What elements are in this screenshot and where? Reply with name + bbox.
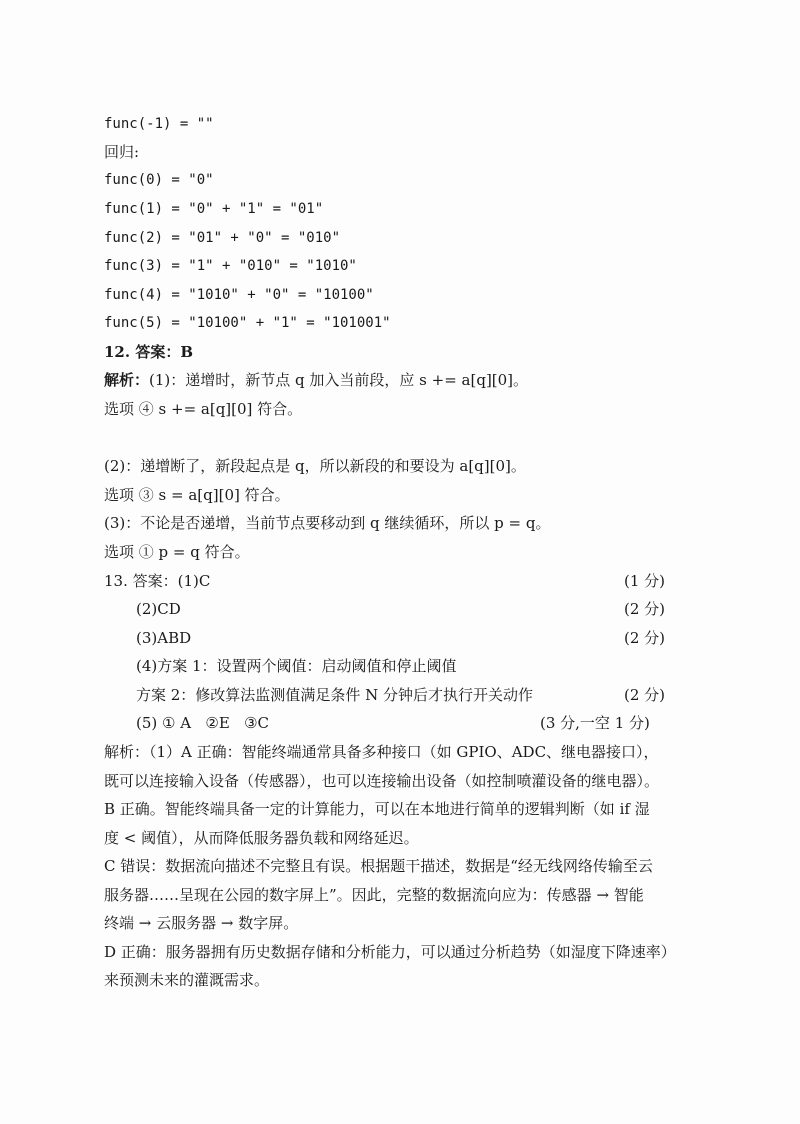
q12-option-3: 选项 ① p = q 符合。 [104,543,250,561]
q12-analysis-2: (2)：递增断了，新段起点是 q，所以新段的和要设为 a[q][0]。 [104,457,526,475]
q13-answer-3: (3)ABD [136,629,192,647]
q13-answer-4a: (4)方案 1：设置两个阈值：启动阈值和停止阈值 [136,657,457,675]
code-line: func(0) = "0" [104,172,214,188]
code-line: func(-1) = "" [104,116,214,132]
code-line: 回归: [104,143,140,161]
q13-analysis-line: 解析：（1）A 正确：智能终端通常具备多种接口（如 GPIO、ADC、继电器接口）， [104,743,659,761]
q12-analysis-1 [104,370,528,390]
code-line: func(4) = "1010" + "0" = "10100" [104,287,374,303]
q13-score-2: (2 分) [624,600,666,618]
q13-answer-2: (2)CD [136,600,181,618]
analysis-text: (1)：递增时，新节点 q 加入当前段，应 s += a[q][0]。 [149,371,529,389]
q13-analysis-line: 服务器……呈现在公园的数字屏上”。因此，完整的数据流向应为：传感器 → 智能 [104,886,644,904]
q13-analysis-line: 来预测未来的灌溉需求。 [104,971,270,989]
q13-analysis-line: B 正确。智能终端具备一定的计算能力，可以在本地进行简单的逻辑判断（如 if 湿 [104,800,650,818]
q13-answer-1: 13. 答案：(1)C [104,572,211,590]
q13-analysis-line: 终端 → 云服务器 → 数字屏。 [104,914,299,932]
code-line: func(5) = "10100" + "1" = "101001" [104,315,391,331]
code-line: func(1) = "0" + "1" = "01" [104,201,324,217]
q13-answer-5: (5) ① A ②E ③C [136,714,269,732]
q12-analysis-3: (3)：不论是否递增，当前节点要移动到 q 继续循环，所以 p = q。 [104,514,551,532]
q13-analysis-line: 既可以连接输入设备（传感器），也可以连接输出设备（如控制喷灌设备的继电器）。 [104,772,660,790]
q13-analysis-line: D 正确：服务器拥有历史数据存储和分析能力，可以通过分析趋势（如湿度下降速率） [104,943,676,961]
analysis-label: 解析： [104,371,150,389]
q12-answer: 12. 答案：B [104,343,193,361]
code-line: func(3) = "1" + "010" = "1010" [104,258,357,274]
q13-score-4: (2 分) [624,686,666,704]
q12-option-2: 选项 ③ s = a[q][0] 符合。 [104,486,290,504]
q13-score-1: (1 分) [624,572,666,590]
q13-score-5: (3 分,一空 1 分) [540,714,650,732]
code-line: func(2) = "01" + "0" = "010" [104,230,341,246]
q13-analysis-line: 度 < 阈值），从而降低服务器负载和网络延迟。 [104,829,419,847]
q12-option-1: 选项 ④ s += a[q][0] 符合。 [104,400,303,418]
q13-score-3: (2 分) [624,629,666,647]
q13-answer-4b: 方案 2：修改算法监测值满足条件 N 分钟后才执行开关动作 [136,686,533,704]
q13-analysis-line: C 错误：数据流向描述不完整且有误。根据题干描述，数据是“经无线网络传输至云 [104,857,653,875]
